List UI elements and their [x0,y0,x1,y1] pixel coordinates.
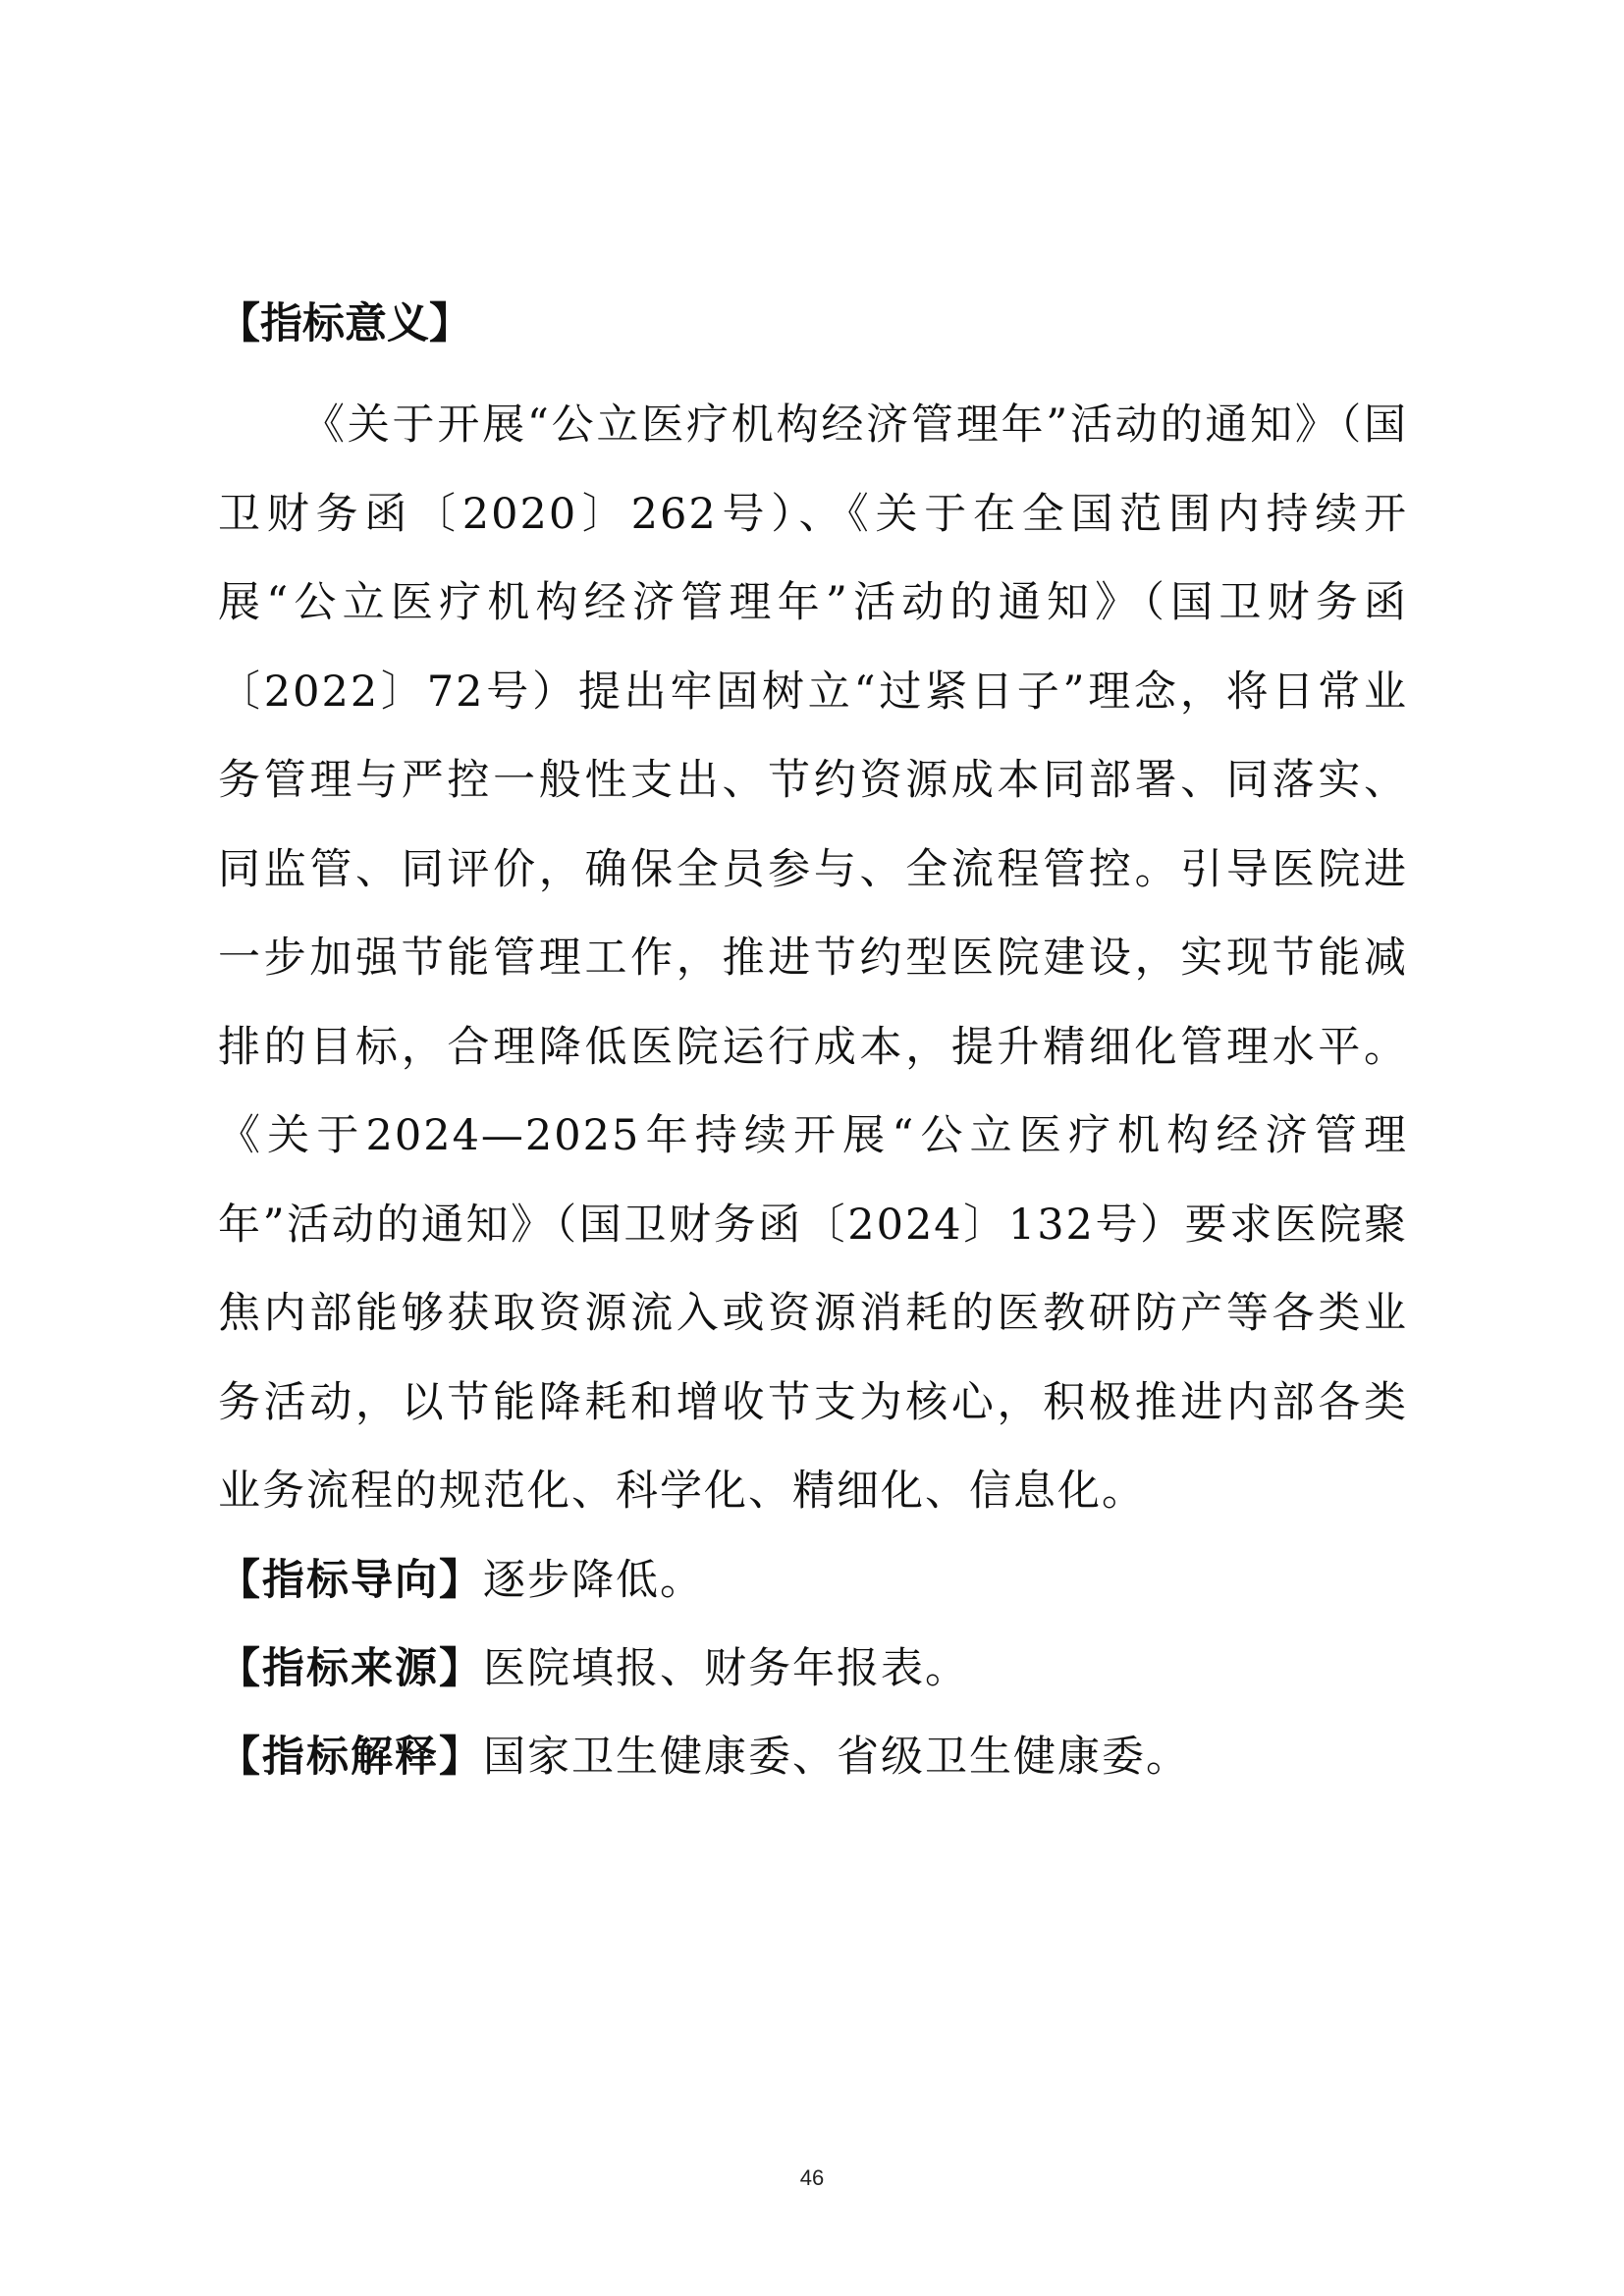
direction-value: 逐步降低。 [483,1555,704,1605]
section-heading [218,294,1408,353]
interpretation-line [218,1713,1408,1801]
indicator-meta [218,1536,1408,1801]
interpretation-value: 国家卫生健康委、省级卫生健康委。 [483,1732,1190,1782]
page-number: 46 [799,2165,825,2190]
direction-line [218,1536,1408,1625]
source-value: 医院填报、财务年报表。 [483,1643,969,1693]
source-label: 【指标来源】 [218,1643,483,1693]
significance-heading-label: 【指标意义】 [218,299,471,348]
source-line [218,1625,1408,1713]
page-content [218,294,1408,1801]
significance-paragraph: 《关于开展“公立医疗机构经济管理年”活动的通知》（国卫财务函〔2020〕262号）、《关于在全国范围内持续开展“公立医疗机构经济管理年”活动的通知》（国卫财务函〔2022〕72号）提出牢固树立“过紧日子”理念，将日常业务管理与严控一般性支出、节约资源成本同部署、同落实、同监管、同评价，确保全员参与、全流程管控。引导医院进一步加强节能管理工作，推进节约型医院建设，实现节能减排的目标，合理降低医院运行成本，提升精细化管理水平。《关于2024—2025年持续开展“公立医疗机构经济管理年”活动的通知》（国卫财务函〔2024〕132号）要求医院聚焦内部能够获取资源流入或资源消耗的医教研防产等各类业务活动，以节能降耗和增收节支为核心，积极推进内部各类业务流程的规范化、科学化、精细化、信息化。 [218,400,1408,1516]
interpretation-label: 【指标解释】 [218,1732,483,1782]
direction-label: 【指标导向】 [218,1555,483,1605]
